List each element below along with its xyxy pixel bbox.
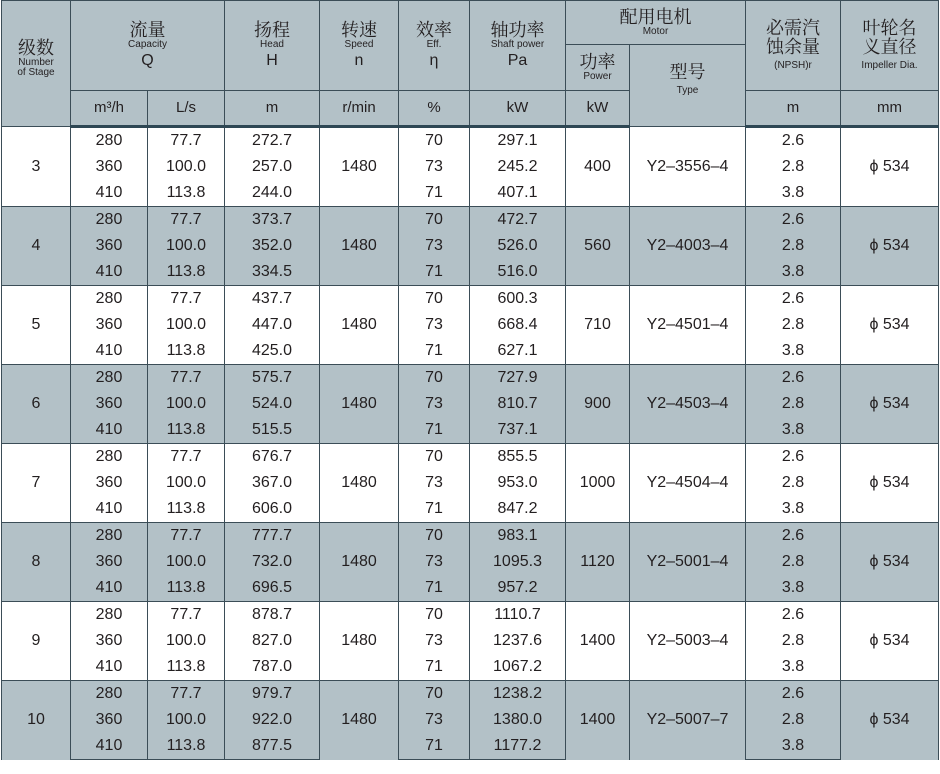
eff-cell: 70: [399, 286, 470, 313]
impeller-dia-cell: ϕ 534: [841, 523, 939, 602]
capacity-m3h-cell: 410: [71, 417, 148, 444]
capacity-header-en: Capacity: [128, 38, 167, 50]
capacity-m3h-cell: 360: [71, 154, 148, 180]
table-row: [2, 391, 939, 417]
motor-type-cell: Y2–3556–4: [630, 127, 746, 207]
eff-cell: 73: [399, 628, 470, 654]
npsh-cell: 2.8: [746, 154, 841, 180]
table-row: [2, 707, 939, 733]
stage-cell: 6: [2, 365, 71, 444]
table-row: [2, 444, 939, 471]
capacity-header-zh: 流量: [129, 19, 166, 40]
motor-type-cell: Y2–5003–4: [630, 602, 746, 681]
unit-eff: %: [399, 91, 470, 127]
shaft-power-cell: 627.1: [470, 338, 566, 365]
stage-cell: 3: [2, 127, 71, 207]
motor-power-header-en: Power: [583, 70, 612, 82]
impeller-dia-cell: ϕ 534: [841, 286, 939, 365]
npsh-cell: 2.6: [746, 523, 841, 550]
impeller-header-zh: 叶轮名义直径: [862, 18, 917, 58]
head-cell: 606.0: [225, 496, 320, 523]
table-row: [2, 575, 939, 602]
impeller-header-en: Impeller Dia.: [861, 60, 918, 72]
npsh-cell: 2.6: [746, 602, 841, 629]
head-cell: 352.0: [225, 233, 320, 259]
head-cell: 696.5: [225, 575, 320, 602]
head-cell: 373.7: [225, 207, 320, 234]
stage-header-zh: 级数: [18, 38, 54, 58]
capacity-m3h-cell: 360: [71, 470, 148, 496]
unit-capacity-m3h: m³/h: [71, 91, 148, 127]
capacity-ls-cell: 113.8: [148, 654, 225, 681]
npsh-cell: 3.8: [746, 338, 841, 365]
head-cell: 787.0: [225, 654, 320, 681]
table-row: [2, 127, 939, 155]
npsh-cell: 3.8: [746, 259, 841, 286]
motor-power-cell: 560: [566, 207, 630, 286]
capacity-ls-cell: 77.7: [148, 286, 225, 313]
stage-cell: 7: [2, 444, 71, 523]
motor-type-header-zh: 型号: [669, 62, 706, 82]
shaft-power-header-zh: 轴功率: [490, 19, 545, 40]
capacity-ls-cell: 100.0: [148, 549, 225, 575]
shaft-power-cell: 297.1: [470, 127, 566, 155]
shaft-power-cell: 516.0: [470, 259, 566, 286]
capacity-ls-cell: 100.0: [148, 312, 225, 338]
shaft-power-cell: 600.3: [470, 286, 566, 313]
head-cell: 877.5: [225, 733, 320, 760]
capacity-m3h-cell: 280: [71, 681, 148, 708]
table-row: [2, 496, 939, 523]
capacity-m3h-cell: 360: [71, 628, 148, 654]
eff-cell: 71: [399, 733, 470, 760]
capacity-m3h-cell: 280: [71, 444, 148, 471]
motor-type-cell: Y2–4504–4: [630, 444, 746, 523]
motor-type-header-en: Type: [676, 84, 699, 96]
motor-power-cell: 710: [566, 286, 630, 365]
motor-power-header-zh: 功率: [579, 51, 616, 72]
eff-cell: 71: [399, 259, 470, 286]
capacity-ls-cell: 77.7: [148, 681, 225, 708]
speed-symbol: n: [354, 52, 364, 70]
capacity-ls-cell: 100.0: [148, 233, 225, 259]
eff-cell: 70: [399, 365, 470, 392]
npsh-cell: 2.6: [746, 444, 841, 471]
capacity-m3h-cell: 360: [71, 233, 148, 259]
table-row: [2, 180, 939, 207]
capacity-m3h-cell: 410: [71, 496, 148, 523]
speed-header-en: Speed: [344, 38, 374, 50]
head-cell: 777.7: [225, 523, 320, 550]
shaft-power-cell: 668.4: [470, 312, 566, 338]
capacity-m3h-cell: 410: [71, 733, 148, 760]
eff-cell: 73: [399, 470, 470, 496]
impeller-dia-cell: ϕ 534: [841, 365, 939, 444]
shaft-power-cell: 855.5: [470, 444, 566, 471]
head-header-en: Head: [260, 38, 284, 50]
capacity-header: [71, 1, 225, 91]
eff-cell: 71: [399, 496, 470, 523]
eff-cell: 70: [399, 602, 470, 629]
motor-header-en: Motor: [642, 25, 669, 37]
npsh-cell: 2.8: [746, 628, 841, 654]
eff-cell: 70: [399, 523, 470, 550]
impeller-dia-cell: ϕ 534: [841, 207, 939, 286]
capacity-ls-cell: 113.8: [148, 180, 225, 207]
capacity-m3h-cell: 410: [71, 338, 148, 365]
motor-power-cell: 1000: [566, 444, 630, 523]
speed-cell: 1480: [320, 286, 399, 365]
head-cell: 827.0: [225, 628, 320, 654]
head-header: [225, 1, 320, 91]
npsh-header: [746, 1, 841, 91]
speed-cell: 1480: [320, 444, 399, 523]
capacity-ls-cell: 77.7: [148, 127, 225, 155]
head-cell: 979.7: [225, 681, 320, 708]
capacity-ls-cell: 113.8: [148, 733, 225, 760]
shaft-power-cell: 953.0: [470, 470, 566, 496]
impeller-dia-cell: ϕ 534: [841, 444, 939, 523]
speed-header: [320, 1, 399, 91]
npsh-cell: 2.8: [746, 233, 841, 259]
head-header-zh: 扬程: [254, 19, 290, 40]
capacity-m3h-cell: 410: [71, 180, 148, 207]
head-cell: 257.0: [225, 154, 320, 180]
capacity-ls-cell: 100.0: [148, 154, 225, 180]
shaft-power-cell: 407.1: [470, 180, 566, 207]
motor-power-cell: 1400: [566, 602, 630, 681]
speed-cell: 1480: [320, 127, 399, 207]
capacity-m3h-cell: 280: [71, 365, 148, 392]
capacity-ls-cell: 113.8: [148, 496, 225, 523]
capacity-ls-cell: 77.7: [148, 207, 225, 234]
npsh-cell: 2.6: [746, 681, 841, 708]
motor-type-cell: Y2–4003–4: [630, 207, 746, 286]
head-cell: 878.7: [225, 602, 320, 629]
stage-header-en: Number of Stage: [17, 56, 55, 79]
speed-header-zh: 转速: [341, 19, 377, 40]
unit-npsh: m: [746, 91, 841, 127]
shaft-power-cell: 1380.0: [470, 707, 566, 733]
shaft-power-cell: 1110.7: [470, 602, 566, 629]
capacity-ls-cell: 77.7: [148, 365, 225, 392]
npsh-cell: 3.8: [746, 180, 841, 207]
eff-cell: 73: [399, 391, 470, 417]
table-row: [2, 259, 939, 286]
table-row: [2, 628, 939, 654]
capacity-ls-cell: 77.7: [148, 602, 225, 629]
npsh-cell: 2.6: [746, 365, 841, 392]
eff-cell: 73: [399, 549, 470, 575]
npsh-header-en: (NPSH)r: [774, 60, 812, 72]
shaft-power-cell: 983.1: [470, 523, 566, 550]
shaft-power-cell: 1177.2: [470, 733, 566, 760]
capacity-ls-cell: 100.0: [148, 628, 225, 654]
eff-cell: 70: [399, 681, 470, 708]
head-cell: 244.0: [225, 180, 320, 207]
npsh-cell: 2.6: [746, 207, 841, 234]
motor-header: [566, 1, 746, 45]
motor-power-header: [566, 45, 630, 91]
table-row: [2, 523, 939, 550]
table-row: [2, 549, 939, 575]
eff-cell: 70: [399, 444, 470, 471]
capacity-m3h-cell: 410: [71, 654, 148, 681]
pump-performance-table: [1, 0, 939, 760]
capacity-m3h-cell: 280: [71, 602, 148, 629]
shaft-power-cell: 727.9: [470, 365, 566, 392]
capacity-m3h-cell: 280: [71, 523, 148, 550]
head-cell: 272.7: [225, 127, 320, 155]
speed-cell: 1480: [320, 523, 399, 602]
eff-symbol: η: [429, 52, 439, 70]
unit-motor-power: kW: [566, 91, 630, 127]
shaft-power-cell: 1067.2: [470, 654, 566, 681]
motor-type-cell: Y2–4501–4: [630, 286, 746, 365]
capacity-m3h-cell: 280: [71, 286, 148, 313]
head-cell: 524.0: [225, 391, 320, 417]
npsh-cell: 2.8: [746, 391, 841, 417]
motor-power-cell: 400: [566, 127, 630, 207]
motor-header-zh: 配用电机: [619, 6, 692, 27]
shaft-power-cell: 472.7: [470, 207, 566, 234]
stage-cell: 9: [2, 602, 71, 681]
npsh-cell: 3.8: [746, 575, 841, 602]
capacity-ls-cell: 113.8: [148, 259, 225, 286]
capacity-m3h-cell: 360: [71, 391, 148, 417]
eff-cell: 73: [399, 707, 470, 733]
capacity-m3h-cell: 410: [71, 259, 148, 286]
eff-cell: 71: [399, 417, 470, 444]
shaft-power-cell: 957.2: [470, 575, 566, 602]
motor-type-cell: Y2–4503–4: [630, 365, 746, 444]
stage-cell: 5: [2, 286, 71, 365]
capacity-m3h-cell: 360: [71, 312, 148, 338]
unit-shaft-power: kW: [470, 91, 566, 127]
capacity-ls-cell: 113.8: [148, 338, 225, 365]
capacity-m3h-cell: 360: [71, 549, 148, 575]
table-body: [2, 127, 939, 760]
head-cell: 437.7: [225, 286, 320, 313]
impeller-dia-cell: ϕ 534: [841, 602, 939, 681]
head-cell: 575.7: [225, 365, 320, 392]
table-row: [2, 602, 939, 629]
speed-cell: 1480: [320, 365, 399, 444]
table-row: [2, 365, 939, 392]
shaft-power-symbol: Pa: [507, 52, 528, 70]
head-cell: 515.5: [225, 417, 320, 444]
eff-header: [399, 1, 470, 91]
capacity-m3h-cell: 280: [71, 207, 148, 234]
shaft-power-cell: 526.0: [470, 233, 566, 259]
speed-cell: 1480: [320, 207, 399, 286]
eff-header-en: Eff.: [426, 38, 442, 50]
head-cell: 676.7: [225, 444, 320, 471]
capacity-m3h-cell: 280: [71, 127, 148, 155]
npsh-cell: 2.8: [746, 470, 841, 496]
npsh-cell: 2.8: [746, 312, 841, 338]
npsh-cell: 2.8: [746, 707, 841, 733]
eff-cell: 73: [399, 154, 470, 180]
npsh-header-zh: 必需汽蚀余量: [766, 18, 820, 58]
impeller-header: [841, 1, 939, 91]
stage-cell: 4: [2, 207, 71, 286]
motor-type-cell: Y2–5001–4: [630, 523, 746, 602]
npsh-cell: 3.8: [746, 733, 841, 760]
eff-cell: 73: [399, 312, 470, 338]
stage-cell: 10: [2, 681, 71, 760]
capacity-symbol: Q: [141, 52, 154, 70]
head-cell: 367.0: [225, 470, 320, 496]
capacity-m3h-cell: 360: [71, 707, 148, 733]
shaft-power-cell: 1238.2: [470, 681, 566, 708]
shaft-power-cell: 1237.6: [470, 628, 566, 654]
head-cell: 922.0: [225, 707, 320, 733]
table-row: [2, 654, 939, 681]
impeller-dia-cell: ϕ 534: [841, 127, 939, 207]
head-cell: 425.0: [225, 338, 320, 365]
capacity-ls-cell: 100.0: [148, 391, 225, 417]
table-row: [2, 207, 939, 234]
unit-capacity-ls: L/s: [148, 91, 225, 127]
head-cell: 447.0: [225, 312, 320, 338]
npsh-cell: 2.8: [746, 549, 841, 575]
speed-cell: 1480: [320, 681, 399, 760]
eff-cell: 71: [399, 654, 470, 681]
table-row: [2, 338, 939, 365]
shaft-power-header: [470, 1, 566, 91]
stage-header: [2, 1, 71, 127]
table-row: [2, 233, 939, 259]
shaft-power-cell: 810.7: [470, 391, 566, 417]
table-row: [2, 681, 939, 708]
table-row: [2, 470, 939, 496]
unit-head: m: [225, 91, 320, 127]
table-row: [2, 312, 939, 338]
eff-header-zh: 效率: [416, 19, 452, 40]
capacity-ls-cell: 113.8: [148, 417, 225, 444]
capacity-ls-cell: 100.0: [148, 470, 225, 496]
eff-cell: 73: [399, 233, 470, 259]
shaft-power-header-en: Shaft power: [490, 38, 545, 50]
motor-type-cell: Y2–5007–7: [630, 681, 746, 760]
head-symbol: H: [266, 52, 278, 70]
capacity-ls-cell: 77.7: [148, 444, 225, 471]
speed-cell: 1480: [320, 602, 399, 681]
motor-power-cell: 1120: [566, 523, 630, 602]
npsh-cell: 3.8: [746, 654, 841, 681]
npsh-cell: 2.6: [746, 286, 841, 313]
eff-cell: 71: [399, 180, 470, 207]
capacity-ls-cell: 113.8: [148, 575, 225, 602]
unit-impeller: mm: [841, 91, 939, 127]
eff-cell: 70: [399, 127, 470, 155]
npsh-cell: 2.6: [746, 127, 841, 155]
eff-cell: 71: [399, 575, 470, 602]
shaft-power-cell: 847.2: [470, 496, 566, 523]
head-cell: 732.0: [225, 549, 320, 575]
capacity-ls-cell: 100.0: [148, 707, 225, 733]
capacity-ls-cell: 77.7: [148, 523, 225, 550]
shaft-power-cell: 737.1: [470, 417, 566, 444]
npsh-cell: 3.8: [746, 417, 841, 444]
motor-power-cell: 1400: [566, 681, 630, 760]
shaft-power-cell: 245.2: [470, 154, 566, 180]
npsh-cell: 3.8: [746, 496, 841, 523]
capacity-m3h-cell: 410: [71, 575, 148, 602]
unit-speed: r/min: [320, 91, 399, 127]
table-row: [2, 733, 939, 760]
table-row: [2, 417, 939, 444]
table-row: [2, 154, 939, 180]
eff-cell: 70: [399, 207, 470, 234]
table-header: [2, 1, 939, 127]
head-cell: 334.5: [225, 259, 320, 286]
motor-power-cell: 900: [566, 365, 630, 444]
table-row: [2, 286, 939, 313]
shaft-power-cell: 1095.3: [470, 549, 566, 575]
impeller-dia-cell: ϕ 534: [841, 681, 939, 760]
motor-type-header: [630, 45, 746, 127]
stage-cell: 8: [2, 523, 71, 602]
eff-cell: 71: [399, 338, 470, 365]
